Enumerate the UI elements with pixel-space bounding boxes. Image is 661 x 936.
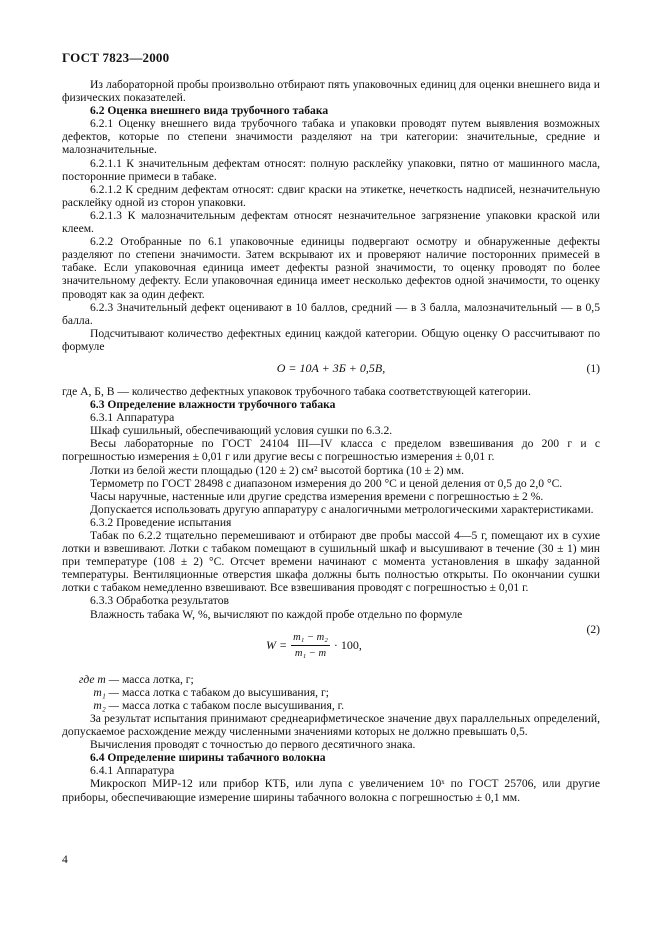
definition-text: масса лотка с табаком до высушивания, г; — [122, 685, 329, 699]
definition-row — [62, 699, 600, 712]
definition-symbol: m₁ — — [93, 685, 119, 699]
formula-2-numerator: m₁ − m₂ — [291, 631, 330, 646]
paragraph-6-3-3: 6.3.3 Обработка результатов — [90, 594, 229, 608]
formula-1-expression: O = 10A + 3Б + 0,5B, — [276, 360, 386, 375]
page-body — [62, 78, 600, 804]
page-number: 4 — [62, 853, 68, 866]
paragraph: Термометр по ГОСТ 28498 с диапазоном измерения до 200 °С и ценой деления от 0,5 до 2,0 °С. — [90, 476, 563, 490]
definition-text: масса лотка, г; — [122, 672, 194, 686]
formula-1 — [62, 355, 600, 383]
paragraph-6-2-1: 6.2.1 Оценку внешнего вида трубочного табака и упаковки проводят путем выявления возможных дефектов, которые по степени значимости разделяют на три категории: значительные, средние и малозначительные. — [62, 117, 600, 157]
paragraph: Подсчитывают количество дефектных единиц каждой категории. Общую оценку O рассчитывают по формуле — [62, 326, 600, 353]
paragraph: Табак по 6.2.2 тщательно перемешивают и отбирают две пробы массой 4—5 г, помещают их в сухие лотки и взвешивают. Лотки с табаком помещают в сушильный шкаф и высушивают в течение (30 ± 1) мин при температуре (108 ± 2) °С. Отсчет времени начинают с момента установления в шкафу заданной температуры. Вентиляционные отверстия шкафа должны быть полностью открыты. По окончании сушки лотки с табаком немедленно взвешивают. Все взвешивания проводят с погрешностью ± 0,01 г. — [62, 529, 600, 595]
paragraph: Из лабораторной пробы произвольно отбирают пять упаковочных единиц для оценки внешнего вида и физических показателей. — [62, 78, 600, 105]
paragraph: Лотки из белой жести площадью (120 ± 2) см² высотой бортика (10 ± 2) мм. — [90, 463, 465, 477]
paragraph: Влажность табака W, %, вычисляют по каждой пробе отдельно по формуле — [90, 607, 463, 621]
formula-2-fraction — [291, 631, 330, 660]
formula-2 — [62, 623, 600, 669]
paragraph-6-2-2: 6.2.2 Отобранные по 6.1 упаковочные единицы подвергают осмотру и обнаруженные дефекты разделяют по степени значимости. Затем вскрывают их и проверяют наличие посторонних примесей в табаке. Если упаковочная единица имеет дефекты разной значимости, то оценку проводят по более значительному дефекту. Если упаковочная единица имеет несколько дефектов одной значимости, то оценку проводят как за один дефект. — [62, 235, 600, 301]
paragraph-6-2-1-1: 6.2.1.1 К значительным дефектам относят: полную расклейку упаковки, пятно от машинного масла, посторонние примеси в табаке. — [62, 156, 600, 183]
formula-2-tail: · 100, — [333, 637, 362, 652]
paragraph: Часы наручные, настенные или другие средства измерения времени с погрешностью ± 2 %. — [90, 489, 544, 503]
formula-1-number: (1) — [586, 361, 600, 375]
section-heading-6-4: 6.4 Определение ширины табачного волокна — [90, 751, 326, 765]
paragraph: За результат испытания принимают среднеарифметическое значение двух параллельных определений, допускаемое расхождение между численными значениями которых не должно превышать 0,5. — [62, 711, 600, 739]
paragraph-6-2-3: 6.2.3 Значительный дефект оценивают в 10 баллов, средний — в 3 балла, малозначительный — в 0,5 балла. — [62, 300, 600, 327]
section-heading-6-2: 6.2 Оценка внешнего вида трубочного табака — [90, 104, 329, 118]
paragraph: Микроскоп МИР-12 или прибор КТБ, или лупа с увеличением 10ˣ по ГОСТ 25706, или другие приборы, обеспечивающие измерение ширины табачного волокна с погрешностью ± 0,1 мм. — [62, 777, 600, 804]
definition-row — [62, 686, 600, 699]
paragraph: Весы лабораторные по ГОСТ 24104 III—IV класса с пределом взвешивания до 200 г и с погрешностью измерения ± 0,01 г или другие весы с погрешностью измерения ± 0,01 г. — [62, 437, 600, 464]
paragraph-6-3-2: 6.3.2 Проведение испытания — [90, 515, 232, 529]
definition-row — [62, 673, 600, 686]
paragraph-6-2-1-2: 6.2.1.2 К средним дефектам относят: сдвиг краски на этикетке, нечеткость надписей, незначительную расклейку одной из сторон упаковки. — [62, 182, 600, 209]
definition-symbol: m₂ — — [93, 698, 119, 712]
formula-2-lhs: W = — [266, 637, 288, 652]
paragraph-6-3-1: 6.3.1 Аппаратура — [90, 411, 175, 425]
paragraph-6-4-1: 6.4.1 Аппаратура — [90, 764, 175, 778]
document-header: ГОСТ 7823—2000 — [62, 50, 170, 65]
variable-definitions — [62, 673, 600, 712]
definition-symbol: где m — — [78, 672, 119, 686]
formula-2-number: (2) — [586, 622, 600, 636]
formula-2-denominator: m₁ − m — [294, 647, 327, 659]
definition-text: масса лотка с табаком после высушивания, г. — [122, 698, 344, 712]
paragraph: Вычисления проводят с точностью до первого десятичного знака. — [90, 738, 416, 752]
paragraph: Шкаф сушильный, обеспечивающий условия сушки по 6.3.2. — [90, 424, 393, 438]
paragraph-6-2-1-3: 6.2.1.3 К малозначительным дефектам относят незначительное загрязнение упаковки краской или клеем. — [62, 208, 600, 236]
section-heading-6-3: 6.3 Определение влажности трубочного табака — [90, 398, 336, 412]
paragraph: где А, Б, В — количество дефектных упаковок трубочного табака соответствующей категории. — [62, 384, 531, 398]
paragraph: Допускается использовать другую аппаратуру с аналогичными метрологическими характеристиками. — [90, 502, 594, 516]
